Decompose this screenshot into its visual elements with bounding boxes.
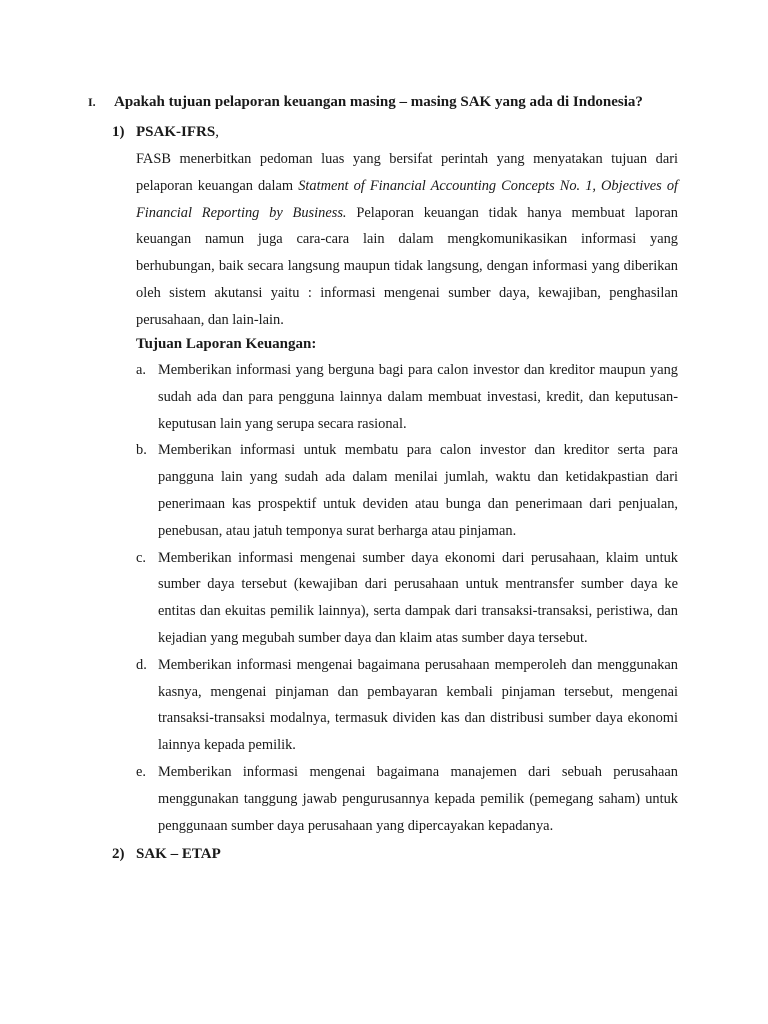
list-marker: b. [136,442,147,459]
section-2-number: 2) [112,846,125,862]
list-item [136,759,678,839]
list-marker: d. [136,656,147,673]
section-1-heading [112,122,219,142]
list-item-text: Memberikan informasi untuk membatu para calon investor dan kreditor serta para pangguna lain yang sudah ada dalam menilai jumlah, waktu dan ketidakpastian dari penerimaan kas prospektif untuk deviden atau bunga dan penerimaan dari penjualan, penebusan, atau jatuh temponya surat berharga atau pinjaman. [158,442,678,539]
section-2-heading [112,844,221,864]
section-1-number: 1) [112,124,125,140]
question-number: I. [88,95,96,109]
list-item [136,545,678,652]
list-item-text: Memberikan informasi mengenai bagaimana manajemen dari sebuah perusahaan menggunakan tanggung jawab pengurusannya kepada pemilik (pemegang saham) untuk penggunaan sumber daya perusahaan yang dipercayakan kepadanya. [158,763,678,834]
list-item-text: Memberikan informasi yang berguna bagi para calon investor dan kreditor maupun yang sudah ada dan para pengguna lainnya dalam membuat investasi, kredit, dan keputusan-keputusan lain yang serupa secara rasional. [158,362,678,432]
paragraph-italic-title: Statment of Financial Accounting Concepts No. 1, Objectives of Financial Reporting by Business. [136,177,679,221]
list-item [136,437,678,544]
list-marker: c. [136,549,146,566]
section-2-title: SAK – ETAP [136,846,221,862]
list-item [136,357,678,437]
list-item-text: Memberikan informasi mengenai sumber daya ekonomi dari perusahaan, klaim untuk sumber daya tersebut (kewajiban dari perusahaan untuk mentransfer sumber daya ke entitas dan ekuitas pemilik lainnya), serta dampak dari transaksi-transaksi, peristiwa, dan kejadian yang megubah sumber daya dan klaim atas sumber daya tersebut. [158,549,678,646]
list-marker: e. [136,763,146,780]
question-text: Apakah tujuan pelaporan keuangan masing – masing SAK yang ada di Indonesia? [114,94,643,110]
list-marker: a. [136,362,146,378]
section-1-title-suffix: , [215,124,219,140]
list-item [136,652,678,759]
objectives-label: Tujuan Laporan Keuangan: [136,336,317,352]
list-item-text: Memberikan informasi mengenai bagaimana perusahaan memperoleh dan menggunakan kasnya, mengenai pinjaman dan pembayaran kembali pinjaman tersebut, mengenai transaksi-transaksi modalnya, termasuk dividen kas dan distribusi sumber daya ekonomi lainnya kepada pemilik. [158,656,678,754]
objectives-list [136,357,678,839]
question-heading [88,92,688,112]
paragraph-part-1: FASB menerbitkan pedoman luas yang bersifat perintah yang menyatakan tujuan dari pelaporan keuangan dalam [136,151,678,194]
paragraph-part-2: Pelaporan keuangan tidak hanya membuat laporan keuangan namun juga cara-cara lain dalam mengkomunikasikan informasi yang berhubungan, baik secara langsung maupun tidak langsung, dengan informasi yang diberikan oleh sistem akutansi yaitu : informasi mengenai sumber daya, kewajiban, penghasilan perusahaan, dan lain-lain. [136,204,678,328]
section-1-title: PSAK-IFRS [136,124,216,140]
section-1-paragraph [136,146,678,334]
